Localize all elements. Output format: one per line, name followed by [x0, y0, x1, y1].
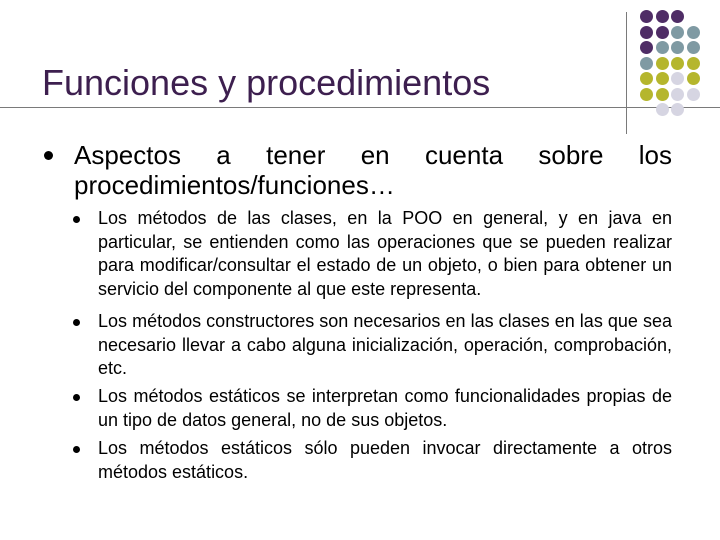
decorative-dot	[687, 72, 700, 85]
decorative-dot	[640, 72, 653, 85]
decorative-dot	[656, 103, 669, 116]
decorative-dot	[640, 26, 653, 39]
decorative-dot	[640, 41, 653, 54]
decorative-dot	[671, 88, 684, 101]
decorative-dot	[671, 72, 684, 85]
decorative-vertical-line	[626, 12, 627, 134]
decorative-dot	[687, 88, 700, 101]
decorative-dot	[671, 57, 684, 70]
decorative-dot	[640, 57, 653, 70]
sub-bullet-icon	[73, 394, 80, 401]
decorative-dot	[656, 26, 669, 39]
decorative-dot	[687, 41, 700, 54]
decorative-dot	[656, 72, 669, 85]
decorative-dot	[687, 26, 700, 39]
decorative-dot	[687, 57, 700, 70]
main-bullet-icon	[44, 151, 53, 160]
decorative-dot	[656, 41, 669, 54]
sub-bullet-icon	[73, 319, 80, 326]
decorative-dot	[671, 103, 684, 116]
sub-point-2: Los métodos constructores son necesarios en las clases en las que sea necesario llevar a cabo alguna inicialización, operación, comprobación, etc.	[98, 311, 672, 378]
sub-bullet-icon	[73, 446, 80, 453]
page-title: Funciones y procedimientos	[42, 62, 491, 103]
sub-bullet-icon	[73, 216, 80, 223]
sub-point-3: Los métodos estáticos se interpretan como funcionalidades propias de un tipo de datos general, no de sus objetos.	[98, 386, 672, 430]
decorative-dot	[671, 41, 684, 54]
sub-point-1: Los métodos de las clases, en la POO en general, y en java en particular, se entienden como las operaciones que se pueden realizar para modificar/consultar el estado de un objeto, o bien para obtener un servicio del componente al que este representa.	[98, 208, 672, 299]
title-underline	[0, 107, 720, 108]
decorative-dot	[640, 10, 653, 23]
decorative-dot	[656, 57, 669, 70]
sub-point-4: Los métodos estáticos sólo pueden invocar directamente a otros métodos estáticos.	[98, 438, 672, 482]
decorative-dot	[656, 88, 669, 101]
decorative-dot	[671, 26, 684, 39]
main-point: Aspectos a tener en cuenta sobre los procedimientos/funciones…	[74, 140, 672, 200]
decorative-dot	[656, 10, 669, 23]
decorative-dot	[671, 10, 684, 23]
decorative-dot	[640, 88, 653, 101]
